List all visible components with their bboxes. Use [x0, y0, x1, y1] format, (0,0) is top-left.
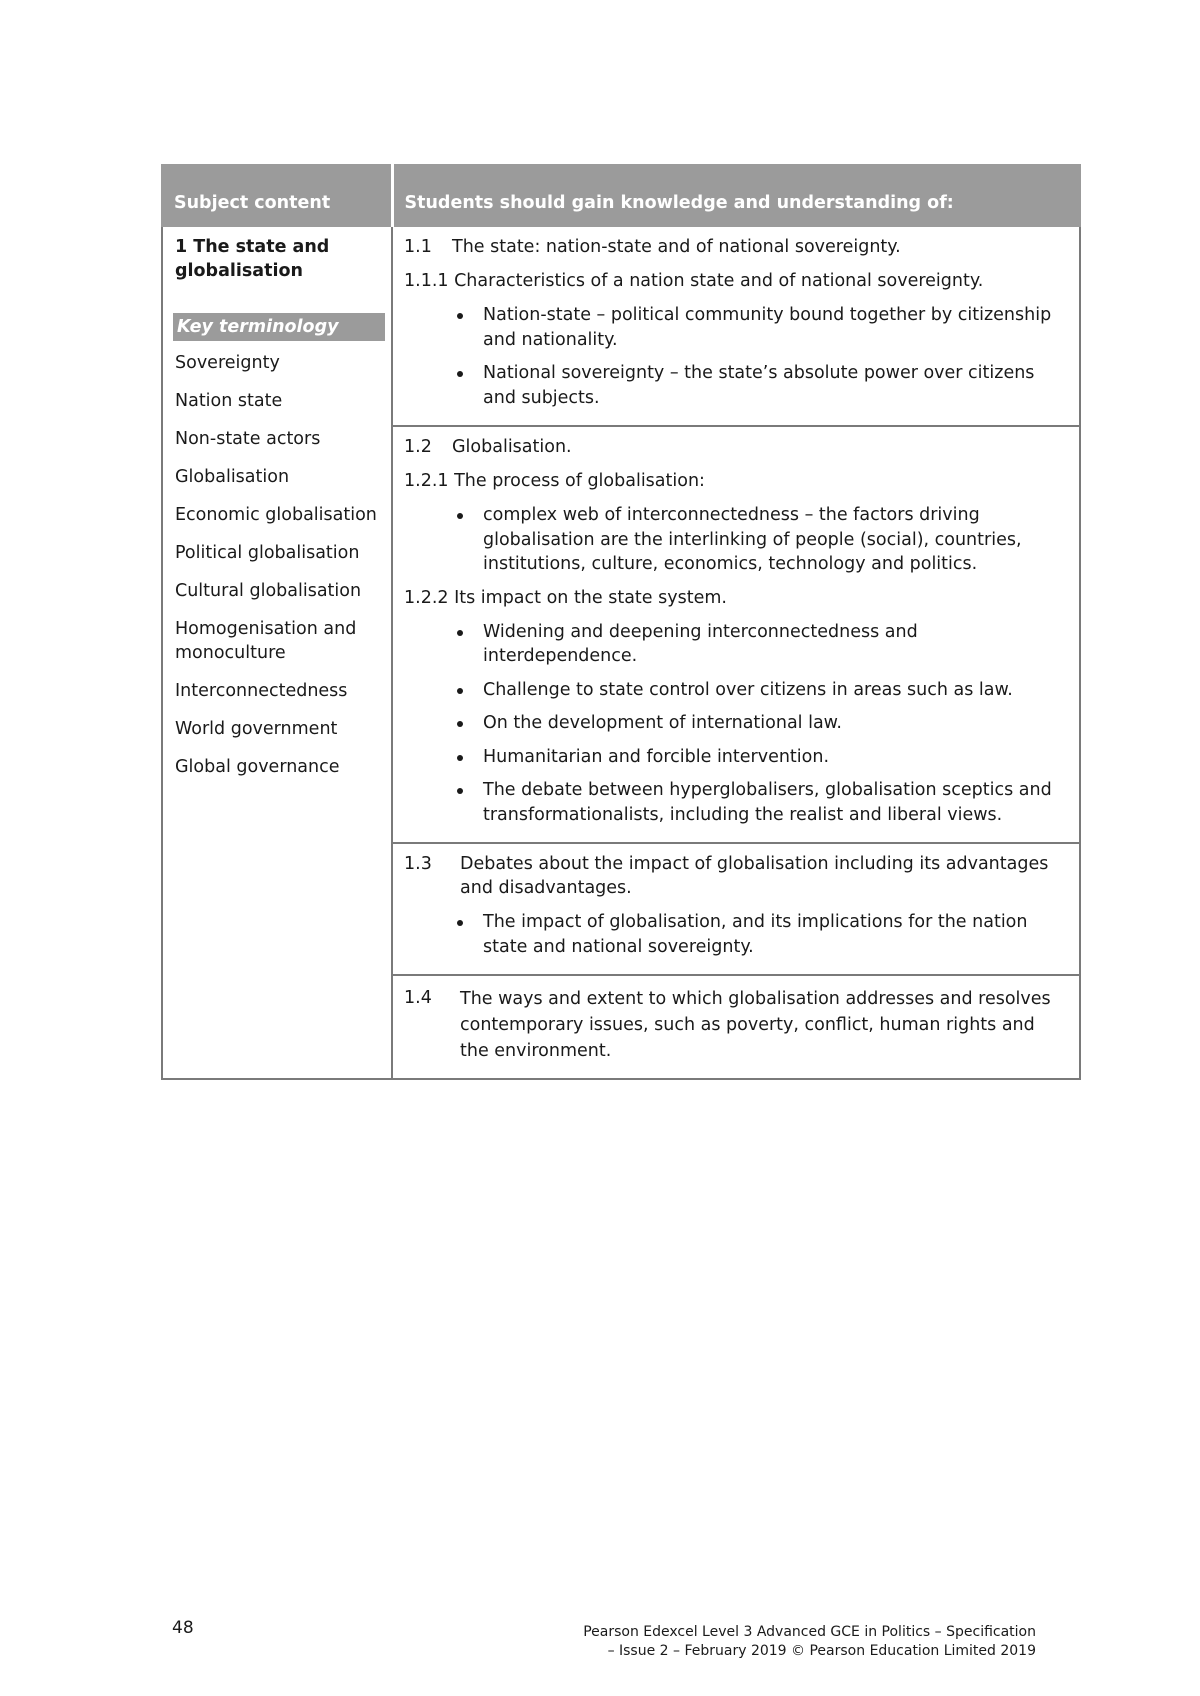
term-item: Globalisation — [175, 467, 290, 487]
section-1-3-heading — [404, 852, 1067, 900]
key-terminology-list — [173, 351, 385, 779]
section-number: 1.4 — [404, 988, 432, 1008]
bullet-item: On the development of international law. — [454, 711, 1067, 736]
topic-title: 1 The state and globalisation — [175, 237, 330, 281]
term-item: Interconnectedness — [175, 681, 348, 701]
bullet-item: Challenge to state control over citizens in areas such as law. — [454, 678, 1067, 703]
section-1-4-heading — [404, 986, 1067, 1064]
section-number: 1.3 — [404, 854, 432, 874]
bullet-item: Widening and deepening interconnectedness and interdependence. — [454, 620, 1067, 669]
term-item: World government — [175, 719, 338, 739]
section-1-3-cell — [392, 843, 1080, 975]
table-header-row — [162, 165, 1080, 226]
subject-content-header: Subject content — [162, 165, 392, 226]
bullet-item: Humanitarian and forcible intervention. — [454, 745, 1067, 770]
subsection-1-2-1-heading: 1.2.1 The process of globalisation: — [404, 471, 705, 491]
section-1-2-heading — [404, 435, 1067, 459]
bullet-item: complex web of interconnectedness – the factors driving globalisation are the interlinking of people (social), countries, institutions, culture, economics, technology and politics. — [454, 503, 1067, 577]
subsection-1-2-2-heading: 1.2.2 Its impact on the state system. — [404, 587, 727, 608]
section-number: 1.2 — [404, 437, 432, 457]
bullet-item: The impact of globalisation, and its implications for the nation state and national sovereignty. — [454, 910, 1067, 959]
section-title: The state: nation-state and of national sovereignty. — [452, 237, 901, 257]
section-title: The ways and extent to which globalisation addresses and resolves contemporary issues, such as poverty, conflict, human rights and the environment. — [460, 989, 1051, 1061]
subject-content-table — [161, 164, 1081, 1080]
section-1-3-bullets — [404, 910, 1067, 959]
page-number: 48 — [172, 1618, 194, 1638]
footer-line-1: Pearson Edexcel Level 3 Advanced GCE in Politics – Specification — [583, 1624, 1036, 1640]
key-terminology-heading: Key terminology — [173, 313, 385, 341]
section-title: Debates about the impact of globalisation including its advantages and disadvantages. — [460, 854, 1049, 898]
bullet-item: National sovereignty – the state’s absolute power over citizens and subjects. — [454, 361, 1067, 410]
section-1-4-cell — [392, 975, 1080, 1079]
section-1-2-cell — [392, 426, 1080, 843]
term-item: Political globalisation — [175, 543, 360, 563]
term-item: Cultural globalisation — [175, 581, 362, 601]
footer-citation — [520, 1623, 1036, 1661]
term-item: Global governance — [175, 757, 340, 777]
subsection-1-1-1-heading: 1.1.1 Characteristics of a nation state and of national sovereignty. — [404, 271, 984, 291]
bullet-item: Nation-state – political community bound together by citizenship and nationality. — [454, 303, 1067, 352]
term-item: Homogenisation and monoculture — [175, 619, 357, 663]
subsection-1-2-2-bullets — [404, 620, 1067, 828]
bullet-item: The debate between hyperglobalisers, globalisation sceptics and transformationalists, including the realist and liberal views. — [454, 778, 1067, 827]
term-item: Economic globalisation — [175, 505, 377, 525]
section-number: 1.1 — [404, 237, 432, 257]
term-item: Nation state — [175, 391, 283, 411]
section-1-1-heading — [404, 235, 1067, 259]
term-item: Non-state actors — [175, 429, 321, 449]
table-row — [162, 226, 1080, 426]
section-1-1-bullets — [404, 303, 1067, 410]
subject-content-cell — [162, 226, 392, 1079]
section-1-1-cell — [392, 226, 1080, 426]
section-title: Globalisation. — [452, 437, 572, 457]
footer-line-2: – Issue 2 – February 2019 © Pearson Education Limited 2019 — [607, 1643, 1036, 1659]
subsection-1-2-1-bullets — [404, 503, 1067, 577]
term-item: Sovereignty — [175, 353, 280, 373]
knowledge-header: Students should gain knowledge and understanding of: — [392, 165, 1080, 226]
